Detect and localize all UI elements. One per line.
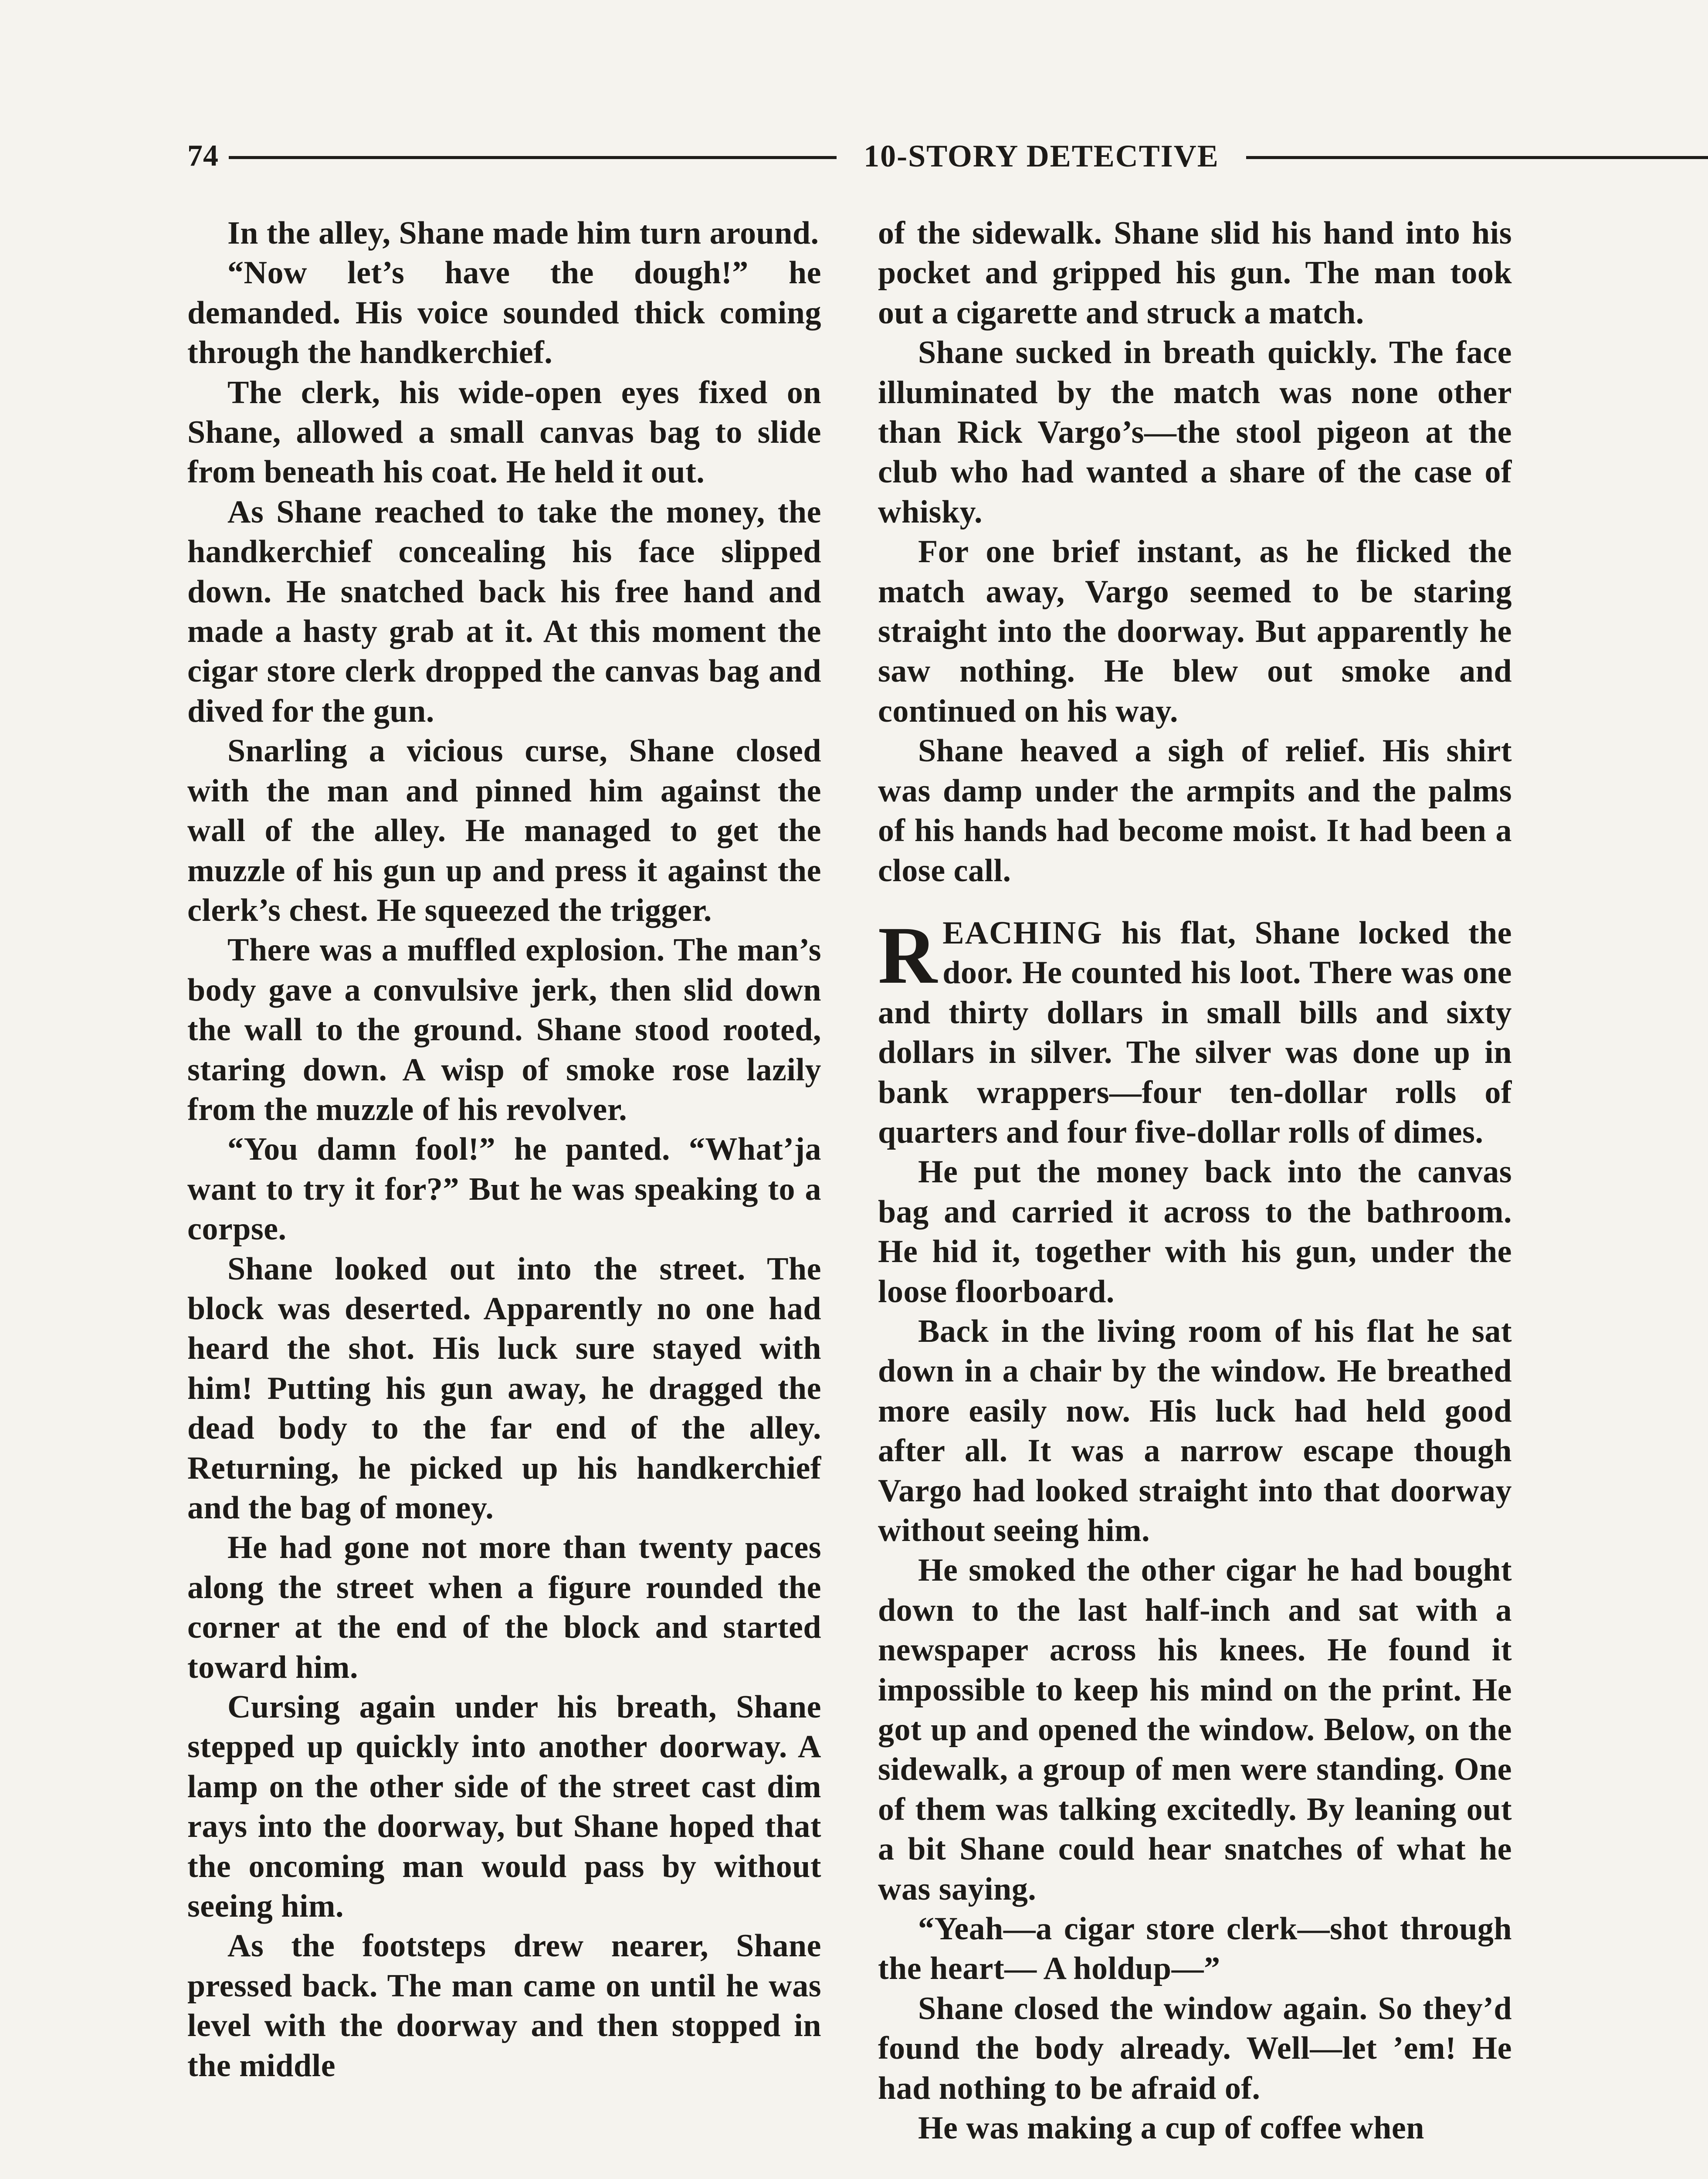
right-text-column [878,214,1512,2179]
paragraph: “You damn fool!” he panted. “What’ja want to try it for?” But he was speaking to a corpse. [187,1131,821,1247]
paragraph: Shane looked out into the street. The block was deserted. Apparently no one had heard the shot. His luck sure stayed with him! Putting his gun away, he dragged the dead body to the far end of the alley. Returning, he picked up his handkerchief and the bag of money. [187,1251,821,1526]
drop-cap-letter: R [878,909,938,1001]
paragraph: Shane heaved a sigh of relief. His shirt was damp under the armpits and the palms of his hands had become moist. It had been a close call. [878,733,1512,889]
section-break [878,891,1512,913]
paragraph: He smoked the other cigar he had bought down to the last half-inch and sat with a newspaper across his knees. He found it impossible to keep his mind on the print. He got up and opened the window. Below, on the sidewalk, a group of men were standing. One of them was talking excitedly. By leaning out a bit Shane could hear snatches of what he was saying. [878,1552,1512,1907]
paragraph: He put the money back into the canvas bag and carried it across to the bathroom. He hid it, together with his gun, under the loose floorboard. [878,1154,1512,1310]
section-opening-text: his flat, Shane locked the door. He counted his loot. There was one and thirty dollars in small bills and sixty dollars in silver. The silver was done up in bank wrappers—four ten-dollar rolls of quarters and four five-dollar rolls of dimes. [878,915,1512,1150]
paragraph: Back in the living room of his flat he sat down in a chair by the window. He breathed more easily now. His luck had held good after all. It was a narrow escape though Vargo had looked straight into that doorway without seeing him. [878,1313,1512,1548]
left-text-column [187,214,821,2179]
small-caps-lead: EACHING [942,915,1103,951]
paragraph: “Yeah—a cigar store clerk—shot through the heart— A holdup—” [878,1911,1512,1987]
paragraph: Cursing again under his breath, Shane stepped up quickly into another doorway. A lamp on the other side of the street cast dim rays into the doorway, but Shane hoped that the oncoming man would pass by without seeing him. [187,1689,821,1924]
section-opening-paragraph [878,909,1512,1152]
continued-paragraph: of the sidewalk. Shane slid his hand into his pocket and gripped his gun. The man took out a cigarette and struck a match. [878,215,1512,331]
paragraph: “Now let’s have the dough!” he demanded. His voice sounded thick coming through the handkerchief. [187,255,821,371]
paragraph: In the alley, Shane made him turn around. [227,215,819,251]
paragraph: Snarling a vicious curse, Shane closed with the man and pinned him against the wall of the alley. He managed to get the muzzle of his gun up and press it against the clerk’s chest. He squeezed the trigger. [187,733,821,928]
page-header [187,139,1521,173]
paragraph: Shane closed the window again. So they’d found the body already. Well—let ’em! He had nothing to be afraid of. [878,1990,1512,2106]
paragraph: As Shane reached to take the money, the handkerchief concealing his face slipped down. He snatched back his free hand and made a hasty grab at it. At this moment the cigar store clerk dropped the canvas bag and dived for the gun. [187,494,821,729]
paragraph: He had gone not more than twenty paces along the street when a figure rounded the corner at the end of the block and started toward him. [187,1530,821,1685]
paragraph: The clerk, his wide-open eyes fixed on Shane, allowed a small canvas bag to slide from beneath his coat. He held it out. [187,374,821,490]
paragraph: Shane sucked in breath quickly. The face illuminated by the match was none other than Rick Vargo’s—the stool pigeon at the club who had wanted a share of the case of whisky. [878,335,1512,530]
paragraph: There was a muffled explosion. The man’s body gave a convulsive jerk, then slid down the wall to the ground. Shane stood rooted, staring down. A wisp of smoke rose lazily from the muzzle of his revolver. [187,932,821,1127]
header-rule-left [229,156,837,159]
paragraph: As the footsteps drew nearer, Shane pressed back. The man came on until he was level with the doorway and then stopped in the middle [187,1928,821,2084]
paragraph: For one brief instant, as he flicked the match away, Vargo seemed to be staring straight into the doorway. But apparently he saw nothing. He blew out smoke and continued on his way. [878,534,1512,729]
running-head: 10-STORY DETECTIVE [864,139,1219,173]
paragraph: He was making a cup of coffee when [918,2110,1424,2146]
header-rule-right [1246,156,1708,159]
page-number: 74 [187,139,219,173]
